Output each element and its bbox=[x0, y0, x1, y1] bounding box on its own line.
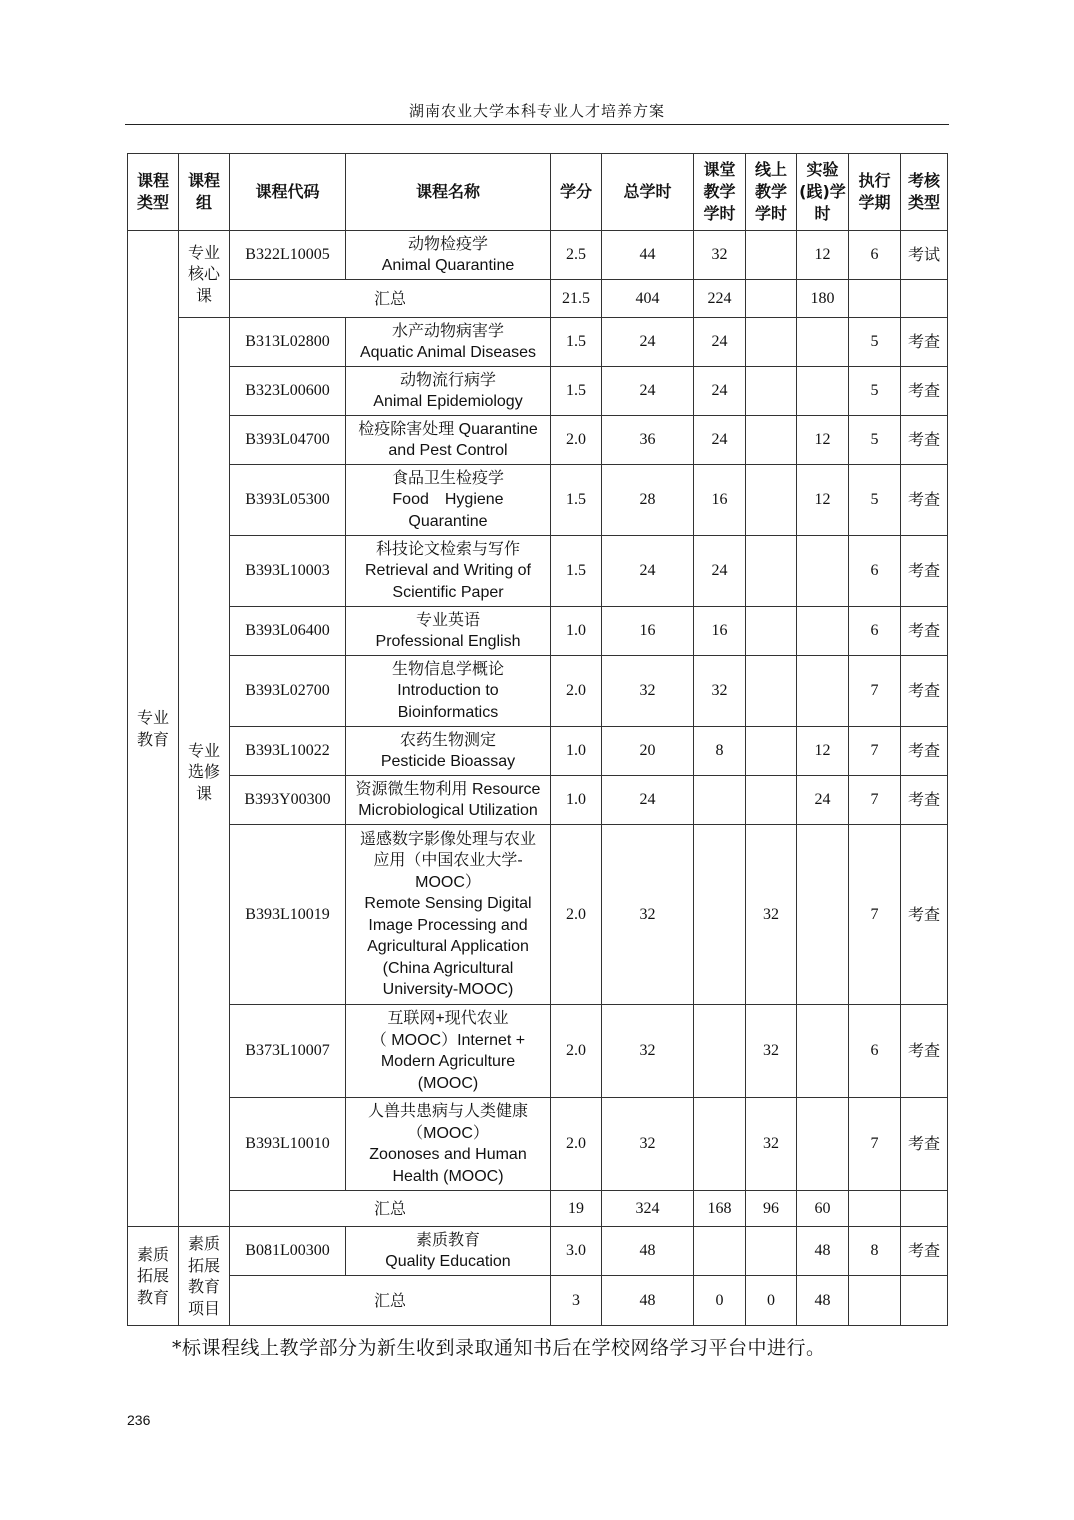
summary-credit-cell: 3 bbox=[551, 1276, 602, 1326]
total-hours-cell: 24 bbox=[602, 536, 694, 607]
summary-online-hours-cell: 0 bbox=[746, 1276, 797, 1326]
semester-cell: 5 bbox=[849, 318, 901, 367]
summary-total-hours-cell: 404 bbox=[602, 280, 694, 318]
classroom-hours-cell: 16 bbox=[694, 465, 746, 536]
exam-type-cell: 考查 bbox=[901, 727, 948, 776]
semester-cell: 5 bbox=[849, 416, 901, 465]
course-code-cell: B393L10010 bbox=[230, 1098, 346, 1191]
semester-cell: 7 bbox=[849, 776, 901, 825]
summary-lab-hours-cell: 180 bbox=[797, 280, 849, 318]
table-row bbox=[128, 536, 948, 607]
credit-cell: 2.0 bbox=[551, 1005, 602, 1098]
course-type-cell: 素质 拓展 教育 bbox=[128, 1227, 179, 1326]
lab-hours-cell bbox=[797, 656, 849, 727]
course-name-cell: 食品卫生检疫学 Food Hygiene Quarantine bbox=[346, 465, 551, 536]
lab-hours-cell: 12 bbox=[797, 416, 849, 465]
lab-hours-cell bbox=[797, 367, 849, 416]
credit-cell: 2.0 bbox=[551, 1098, 602, 1191]
online-hours-cell bbox=[746, 607, 797, 656]
table-row bbox=[128, 1005, 948, 1098]
course-code-cell: B323L00600 bbox=[230, 367, 346, 416]
classroom-hours-cell: 24 bbox=[694, 536, 746, 607]
col-header-online-hours: 线上 教学 学时 bbox=[746, 154, 797, 231]
total-hours-cell: 28 bbox=[602, 465, 694, 536]
credit-cell: 1.0 bbox=[551, 607, 602, 656]
total-hours-cell: 24 bbox=[602, 318, 694, 367]
page-header-title: 湖南农业大学本科专业人才培养方案 bbox=[408, 102, 665, 120]
lab-hours-cell: 48 bbox=[797, 1227, 849, 1276]
course-type-cell: 专业 教育 bbox=[128, 231, 179, 1227]
table-body bbox=[128, 231, 948, 1326]
col-header-exam-type: 考核 类型 bbox=[901, 154, 948, 231]
col-header-course-group: 课程 组 bbox=[179, 154, 230, 231]
table-row bbox=[128, 367, 948, 416]
course-code-cell: B373L10007 bbox=[230, 1005, 346, 1098]
online-hours-cell bbox=[746, 727, 797, 776]
credit-cell: 2.0 bbox=[551, 416, 602, 465]
summary-online-hours-cell bbox=[746, 280, 797, 318]
credit-cell: 1.0 bbox=[551, 776, 602, 825]
exam-type-cell: 考查 bbox=[901, 607, 948, 656]
credit-cell: 1.5 bbox=[551, 465, 602, 536]
course-group-cell: 素质 拓展 教育 项目 bbox=[179, 1227, 230, 1326]
total-hours-cell: 32 bbox=[602, 1005, 694, 1098]
col-header-course-type: 课程 类型 bbox=[128, 154, 179, 231]
course-name-cell: 水产动物病害学 Aquatic Animal Diseases bbox=[346, 318, 551, 367]
total-hours-cell: 20 bbox=[602, 727, 694, 776]
summary-credit-cell: 21.5 bbox=[551, 280, 602, 318]
total-hours-cell: 36 bbox=[602, 416, 694, 465]
credit-cell: 1.5 bbox=[551, 536, 602, 607]
table-row bbox=[128, 416, 948, 465]
course-name-cell: 人兽共患病与人类健康 （MOOC） Zoonoses and Human Health (MOOC) bbox=[346, 1098, 551, 1191]
summary-row bbox=[128, 1191, 948, 1227]
table-row bbox=[128, 825, 948, 1005]
course-code-cell: B393Y00300 bbox=[230, 776, 346, 825]
online-hours-cell: 32 bbox=[746, 1098, 797, 1191]
summary-semester-cell bbox=[849, 1276, 901, 1326]
course-code-cell: B393L10022 bbox=[230, 727, 346, 776]
semester-cell: 6 bbox=[849, 536, 901, 607]
online-hours-cell: 32 bbox=[746, 1005, 797, 1098]
course-code-cell: B393L05300 bbox=[230, 465, 346, 536]
lab-hours-cell: 24 bbox=[797, 776, 849, 825]
total-hours-cell: 24 bbox=[602, 776, 694, 825]
semester-cell: 5 bbox=[849, 465, 901, 536]
credit-cell: 1.5 bbox=[551, 318, 602, 367]
col-header-credit: 学分 bbox=[551, 154, 602, 231]
summary-row bbox=[128, 280, 948, 318]
course-name-cell: 遥感数字影像处理与农业 应用（中国农业大学- MOOC） Remote Sensing Digital Image Processing and Agricultural Application (China Agricultural University-MOOC) bbox=[346, 825, 551, 1005]
course-name-cell: 专业英语 Professional English bbox=[346, 607, 551, 656]
lab-hours-cell: 12 bbox=[797, 727, 849, 776]
summary-semester-cell bbox=[849, 280, 901, 318]
total-hours-cell: 44 bbox=[602, 231, 694, 280]
lab-hours-cell bbox=[797, 1098, 849, 1191]
course-name-cell: 生物信息学概论 Introduction to Bioinformatics bbox=[346, 656, 551, 727]
online-hours-cell bbox=[746, 318, 797, 367]
course-name-cell: 农药生物测定 Pesticide Bioassay bbox=[346, 727, 551, 776]
online-hours-cell bbox=[746, 465, 797, 536]
table-row bbox=[128, 231, 948, 280]
course-group-cell: 专业 核心 课 bbox=[179, 231, 230, 318]
exam-type-cell: 考查 bbox=[901, 776, 948, 825]
table-header-row bbox=[128, 154, 948, 231]
exam-type-cell: 考查 bbox=[901, 656, 948, 727]
total-hours-cell: 32 bbox=[602, 1098, 694, 1191]
course-code-cell: B393L02700 bbox=[230, 656, 346, 727]
total-hours-cell: 32 bbox=[602, 656, 694, 727]
course-name-cell: 动物检疫学 Animal Quarantine bbox=[346, 231, 551, 280]
lab-hours-cell bbox=[797, 536, 849, 607]
col-header-semester: 执行 学期 bbox=[849, 154, 901, 231]
semester-cell: 7 bbox=[849, 727, 901, 776]
course-name-cell: 检疫除害处理 Quarantine and Pest Control bbox=[346, 416, 551, 465]
course-name-cell: 素质教育 Quality Education bbox=[346, 1227, 551, 1276]
online-hours-cell bbox=[746, 776, 797, 825]
exam-type-cell: 考查 bbox=[901, 367, 948, 416]
summary-label-cell: 汇总 bbox=[230, 1276, 551, 1326]
online-hours-cell bbox=[746, 231, 797, 280]
credit-cell: 1.0 bbox=[551, 727, 602, 776]
exam-type-cell: 考查 bbox=[901, 1098, 948, 1191]
summary-semester-cell bbox=[849, 1191, 901, 1227]
col-header-lab-hours: 实验 (践)学 时 bbox=[797, 154, 849, 231]
course-code-cell: B393L10003 bbox=[230, 536, 346, 607]
semester-cell: 5 bbox=[849, 367, 901, 416]
semester-cell: 7 bbox=[849, 656, 901, 727]
table-row bbox=[128, 776, 948, 825]
exam-type-cell: 考查 bbox=[901, 1005, 948, 1098]
summary-classroom-hours-cell: 0 bbox=[694, 1276, 746, 1326]
credit-cell: 2.0 bbox=[551, 825, 602, 1005]
course-code-cell: B393L10019 bbox=[230, 825, 346, 1005]
semester-cell: 6 bbox=[849, 231, 901, 280]
summary-classroom-hours-cell: 224 bbox=[694, 280, 746, 318]
semester-cell: 8 bbox=[849, 1227, 901, 1276]
table-row bbox=[128, 318, 948, 367]
footnote: *标课程线上教学部分为新生收到录取通知书后在学校网络学习平台中进行。 bbox=[172, 1337, 826, 1359]
course-name-cell: 互联网+现代农业 （ MOOC）Internet + Modern Agriculture (MOOC) bbox=[346, 1005, 551, 1098]
classroom-hours-cell: 32 bbox=[694, 656, 746, 727]
summary-lab-hours-cell: 60 bbox=[797, 1191, 849, 1227]
summary-total-hours-cell: 324 bbox=[602, 1191, 694, 1227]
summary-exam-type-cell bbox=[901, 1276, 948, 1326]
exam-type-cell: 考查 bbox=[901, 318, 948, 367]
semester-cell: 6 bbox=[849, 607, 901, 656]
credit-cell: 1.5 bbox=[551, 367, 602, 416]
course-name-cell: 科技论文检索与写作 Retrieval and Writing of Scientific Paper bbox=[346, 536, 551, 607]
classroom-hours-cell bbox=[694, 1227, 746, 1276]
col-header-course-code: 课程代码 bbox=[230, 154, 346, 231]
online-hours-cell bbox=[746, 416, 797, 465]
col-header-total-hours: 总学时 bbox=[602, 154, 694, 231]
classroom-hours-cell bbox=[694, 776, 746, 825]
total-hours-cell: 16 bbox=[602, 607, 694, 656]
lab-hours-cell bbox=[797, 825, 849, 1005]
summary-credit-cell: 19 bbox=[551, 1191, 602, 1227]
online-hours-cell: 32 bbox=[746, 825, 797, 1005]
exam-type-cell: 考查 bbox=[901, 825, 948, 1005]
classroom-hours-cell: 8 bbox=[694, 727, 746, 776]
course-name-cell: 资源微生物利用 Resource Microbiological Utilization bbox=[346, 776, 551, 825]
total-hours-cell: 24 bbox=[602, 367, 694, 416]
total-hours-cell: 32 bbox=[602, 825, 694, 1005]
exam-type-cell: 考查 bbox=[901, 465, 948, 536]
table-row bbox=[128, 656, 948, 727]
summary-online-hours-cell: 96 bbox=[746, 1191, 797, 1227]
credit-cell: 3.0 bbox=[551, 1227, 602, 1276]
course-group-cell: 专业 选修 课 bbox=[179, 318, 230, 1227]
table-row bbox=[128, 607, 948, 656]
classroom-hours-cell: 24 bbox=[694, 416, 746, 465]
classroom-hours-cell bbox=[694, 1005, 746, 1098]
classroom-hours-cell: 24 bbox=[694, 367, 746, 416]
course-code-cell: B313L02800 bbox=[230, 318, 346, 367]
summary-lab-hours-cell: 48 bbox=[797, 1276, 849, 1326]
course-code-cell: B393L06400 bbox=[230, 607, 346, 656]
course-table bbox=[127, 153, 948, 1326]
classroom-hours-cell: 16 bbox=[694, 607, 746, 656]
classroom-hours-cell: 24 bbox=[694, 318, 746, 367]
lab-hours-cell bbox=[797, 318, 849, 367]
course-code-cell: B081L00300 bbox=[230, 1227, 346, 1276]
exam-type-cell: 考查 bbox=[901, 1227, 948, 1276]
summary-label-cell: 汇总 bbox=[230, 280, 551, 318]
table-row bbox=[128, 1227, 948, 1276]
lab-hours-cell: 12 bbox=[797, 231, 849, 280]
header-divider bbox=[125, 124, 949, 125]
semester-cell: 7 bbox=[849, 825, 901, 1005]
credit-cell: 2.5 bbox=[551, 231, 602, 280]
table-row bbox=[128, 1098, 948, 1191]
lab-hours-cell: 12 bbox=[797, 465, 849, 536]
course-code-cell: B393L04700 bbox=[230, 416, 346, 465]
online-hours-cell bbox=[746, 367, 797, 416]
col-header-classroom-hours: 课堂 教学 学时 bbox=[694, 154, 746, 231]
online-hours-cell bbox=[746, 536, 797, 607]
summary-exam-type-cell bbox=[901, 280, 948, 318]
page-number: 236 bbox=[127, 1412, 151, 1428]
total-hours-cell: 48 bbox=[602, 1227, 694, 1276]
summary-label-cell: 汇总 bbox=[230, 1191, 551, 1227]
lab-hours-cell bbox=[797, 1005, 849, 1098]
summary-classroom-hours-cell: 168 bbox=[694, 1191, 746, 1227]
exam-type-cell: 考查 bbox=[901, 416, 948, 465]
semester-cell: 6 bbox=[849, 1005, 901, 1098]
course-code-cell: B322L10005 bbox=[230, 231, 346, 280]
lab-hours-cell bbox=[797, 607, 849, 656]
credit-cell: 2.0 bbox=[551, 656, 602, 727]
summary-total-hours-cell: 48 bbox=[602, 1276, 694, 1326]
online-hours-cell bbox=[746, 1227, 797, 1276]
classroom-hours-cell: 32 bbox=[694, 231, 746, 280]
exam-type-cell: 考查 bbox=[901, 536, 948, 607]
course-name-cell: 动物流行病学 Animal Epidemiology bbox=[346, 367, 551, 416]
summary-row bbox=[128, 1276, 948, 1326]
summary-exam-type-cell bbox=[901, 1191, 948, 1227]
col-header-course-name: 课程名称 bbox=[346, 154, 551, 231]
online-hours-cell bbox=[746, 656, 797, 727]
exam-type-cell: 考试 bbox=[901, 231, 948, 280]
classroom-hours-cell bbox=[694, 825, 746, 1005]
semester-cell: 7 bbox=[849, 1098, 901, 1191]
table-row bbox=[128, 465, 948, 536]
classroom-hours-cell bbox=[694, 1098, 746, 1191]
table-row bbox=[128, 727, 948, 776]
